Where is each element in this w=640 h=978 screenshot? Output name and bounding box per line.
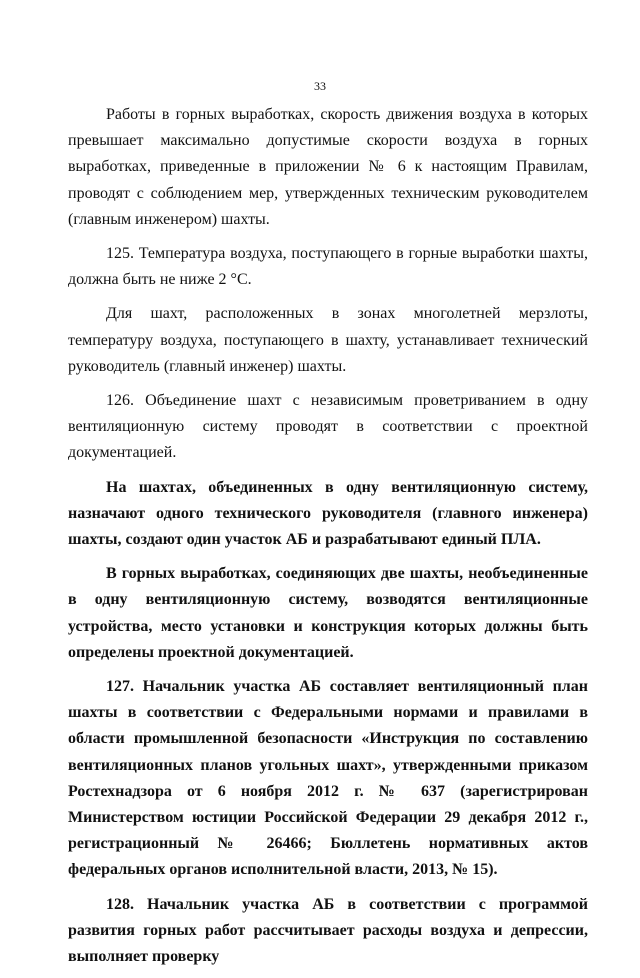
paragraph-127: 127. Начальник участка АБ составляет вентиляционный план шахты в соответствии с Федеральными нормами и правилами в области промышленной безопасности «Инструкция по составлению вентиляционных планов угольных шахт», утвержденными приказом Ростехнадзора от 6 ноября 2012 г. № 637 (зарегистрирован Министерством юстиции Российской Федерации 29 декабря 2012 г., регистрационный № 26466; Бюллетень нормативных актов федеральных органов исполнительной власти, 2013, № 15). [68, 678, 588, 879]
paragraph-126: 126. Объединение шахт с независимым проветриванием в одну вентиляционную систему проводят в соответствии с проектной документацией. [68, 392, 588, 462]
page-number: 33 [314, 79, 326, 93]
paragraph: Работы в горных выработках, скорость движения воздуха в которых превышает максимально допустимые скорости воздуха в горных выработках, приведенные в приложении № 6 к настоящим Правилам, проводят с соблюдением мер, утвержденных техническим руководителем (главным инженером) шахты. [68, 106, 588, 228]
paragraph: Для шахт, расположенных в зонах многолетней мерзлоты, температуру воздуха, поступающего в шахту, устанавливает технический руководитель (главный инженер) шахты. [68, 305, 588, 375]
paragraph: В горных выработках, соединяющих две шахты, необъединенные в одну вентиляционную систему, возводятся вентиляционные устройства, место установки и конструкция которых должны быть определены проектной документацией. [68, 565, 588, 661]
paragraph-128: 128. Начальник участка АБ в соответствии с программой развития горных работ рассчитывает расходы воздуха и депрессии, выполняет проверку [68, 895, 588, 966]
document-body [68, 102, 588, 978]
paragraph-125: 125. Температура воздуха, поступающего в горные выработки шахты, должна быть не ниже 2 °С. [68, 245, 588, 289]
paragraph: На шахтах, объединенных в одну вентиляционную систему, назначают одного технического руководителя (главного инженера) шахты, создают один участок АБ и разрабатывают единый ПЛА. [68, 478, 588, 549]
